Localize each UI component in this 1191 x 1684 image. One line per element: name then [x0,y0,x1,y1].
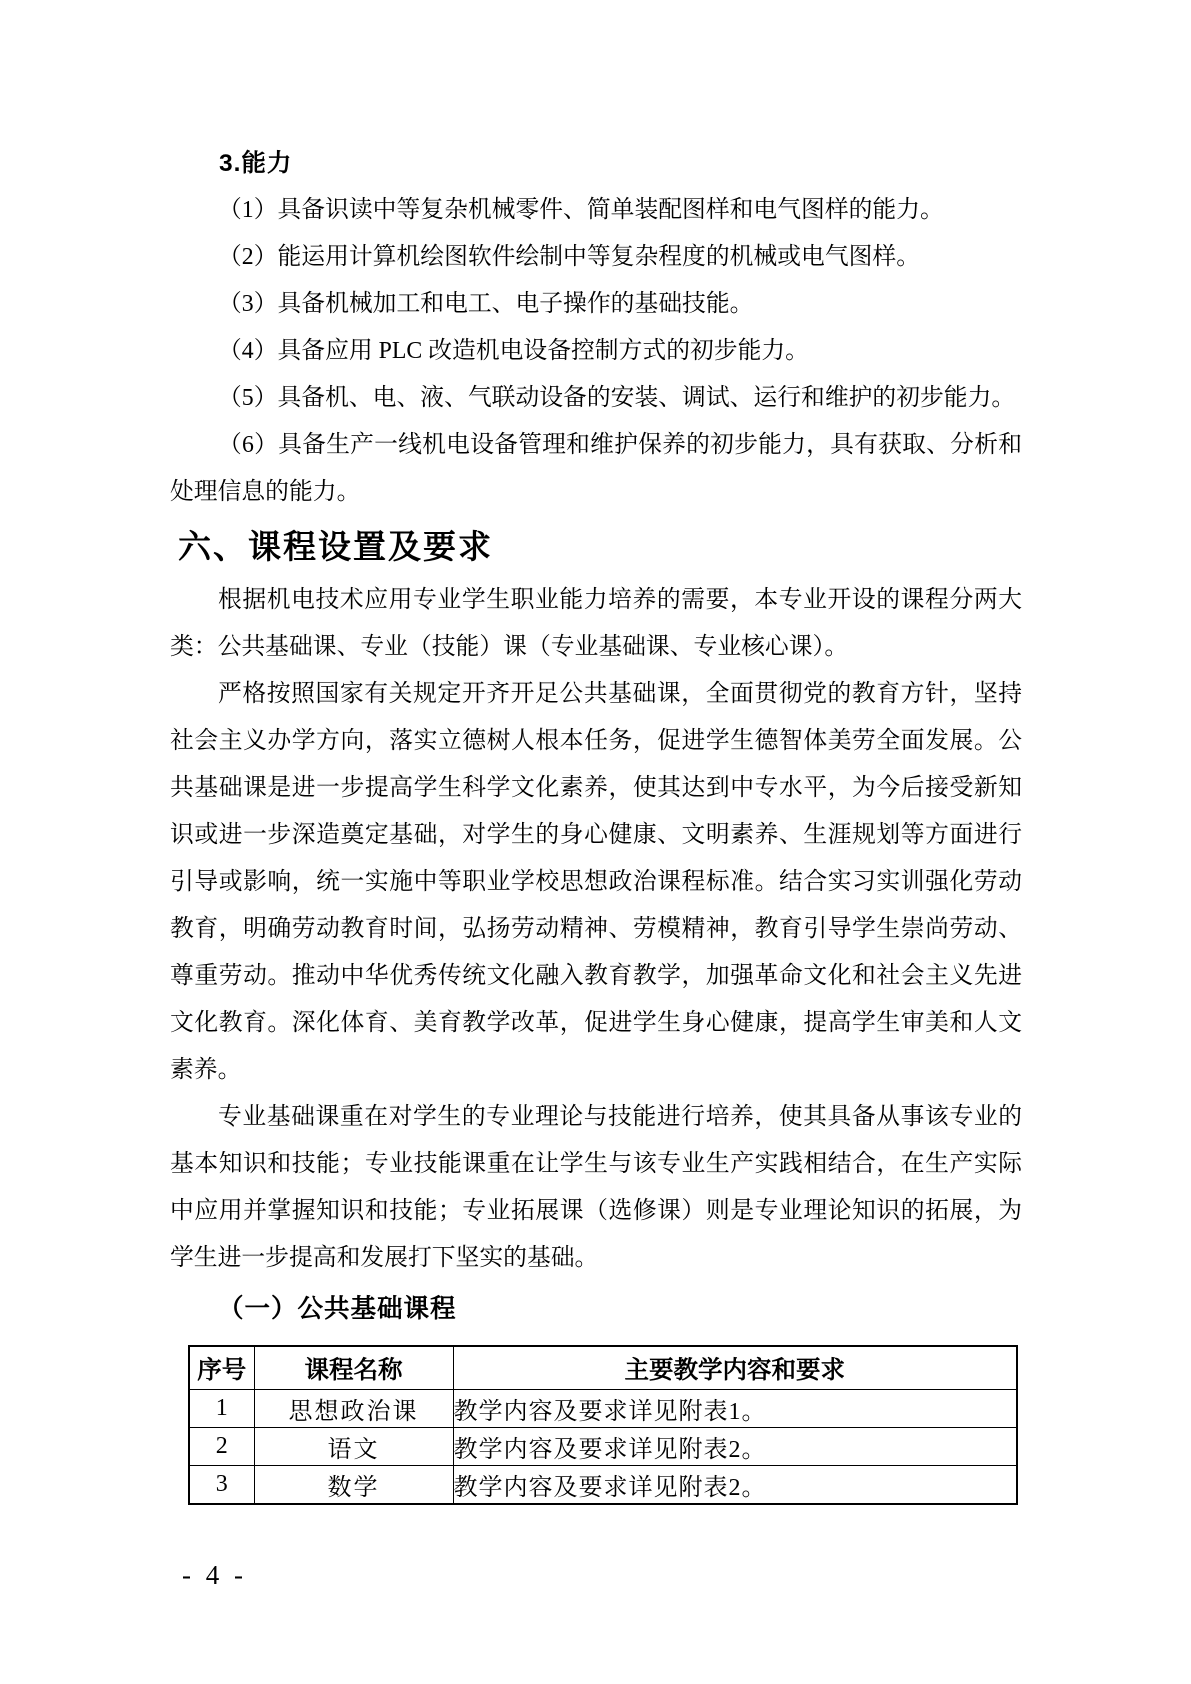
column-header-index: 序号 [189,1346,254,1390]
row-index: 1 [189,1390,254,1428]
ability-item-5: （5）具备机、电、液、气联动设备的安装、调试、运行和维护的初步能力。 [218,385,1016,411]
course-name: 语文 [254,1428,453,1466]
courses-paragraph-2: 严格按照国家有关规定开齐开足公共基础课，全面贯彻党的教育方针，坚持社会主义办学方向，落实立德树人根本任务，促进学生德智体美劳全面发展。公共基础课是进一步提高学生科学文化素养，使其达到中专水平，为今后接受新知识或进一步深造奠定基础，对学生的身心健康、文明素养、生涯规划等方面进行引导或影响，统一实施中等职业学校思想政治课程标准。结合实习实训强化劳动教育，明确劳动教育时间，弘扬劳动精神、劳模精神，教育引导学生崇尚劳动、尊重劳动。推动中华优秀传统文化融入教育教学，加强革命文化和社会主义先进文化教育。深化体育、美育教学改革，促进学生身心健康，提高学生审美和人文素养。 [170,681,1022,1083]
column-header-content-requirements: 主要教学内容和要求 [453,1346,1017,1390]
table-row [189,1428,1017,1466]
course-description: 教学内容及要求详见附表1。 [453,1390,1017,1428]
table-row [189,1390,1017,1428]
courses-paragraph-1: 根据机电技术应用专业学生职业能力培养的需要，本专业开设的课程分两大类：公共基础课、专业（技能）课（专业基础课、专业核心课）。 [170,587,1022,660]
ability-section-heading: 3.能力 [219,150,293,177]
course-name: 思想政治课 [254,1390,453,1428]
table-header-row [189,1346,1017,1390]
ability-item-2: （2）能运用计算机绘图软件绘制中等复杂程度的机械或电气图样。 [218,244,921,270]
ability-item-1: （1）具备识读中等复杂机械零件、简单装配图样和电气图样的能力。 [218,197,944,223]
table-row [189,1466,1017,1505]
column-header-course-name: 课程名称 [254,1346,453,1390]
ability-item-3: （3）具备机械加工和电工、电子操作的基础技能。 [218,291,754,317]
row-index: 2 [189,1428,254,1466]
course-description: 教学内容及要求详见附表2。 [453,1428,1017,1466]
page-content [170,140,1022,1505]
public-basic-courses-table [188,1345,1018,1505]
row-index: 3 [189,1466,254,1505]
course-description: 教学内容及要求详见附表2。 [453,1466,1017,1505]
courses-section-heading: 六、课程设置及要求 [178,528,493,565]
ability-item-4: （4）具备应用 PLC 改造机电设备控制方式的初步能力。 [218,338,809,364]
courses-paragraph-3: 专业基础课重在对学生的专业理论与技能进行培养，使其具备从事该专业的基本知识和技能；专业技能课重在让学生与该专业生产实践相结合，在生产实际中应用并掌握知识和技能；专业拓展课（选修课）则是专业理论知识的拓展，为学生进一步提高和发展打下坚实的基础。 [170,1104,1022,1271]
page-number: - 4 - [182,1560,247,1590]
public-basic-courses-heading: （一）公共基础课程 [218,1295,457,1323]
course-name: 数学 [254,1466,453,1505]
ability-item-6: （6）具备生产一线机电设备管理和维护保养的初步能力，具有获取、分析和处理信息的能力。 [170,432,1022,505]
